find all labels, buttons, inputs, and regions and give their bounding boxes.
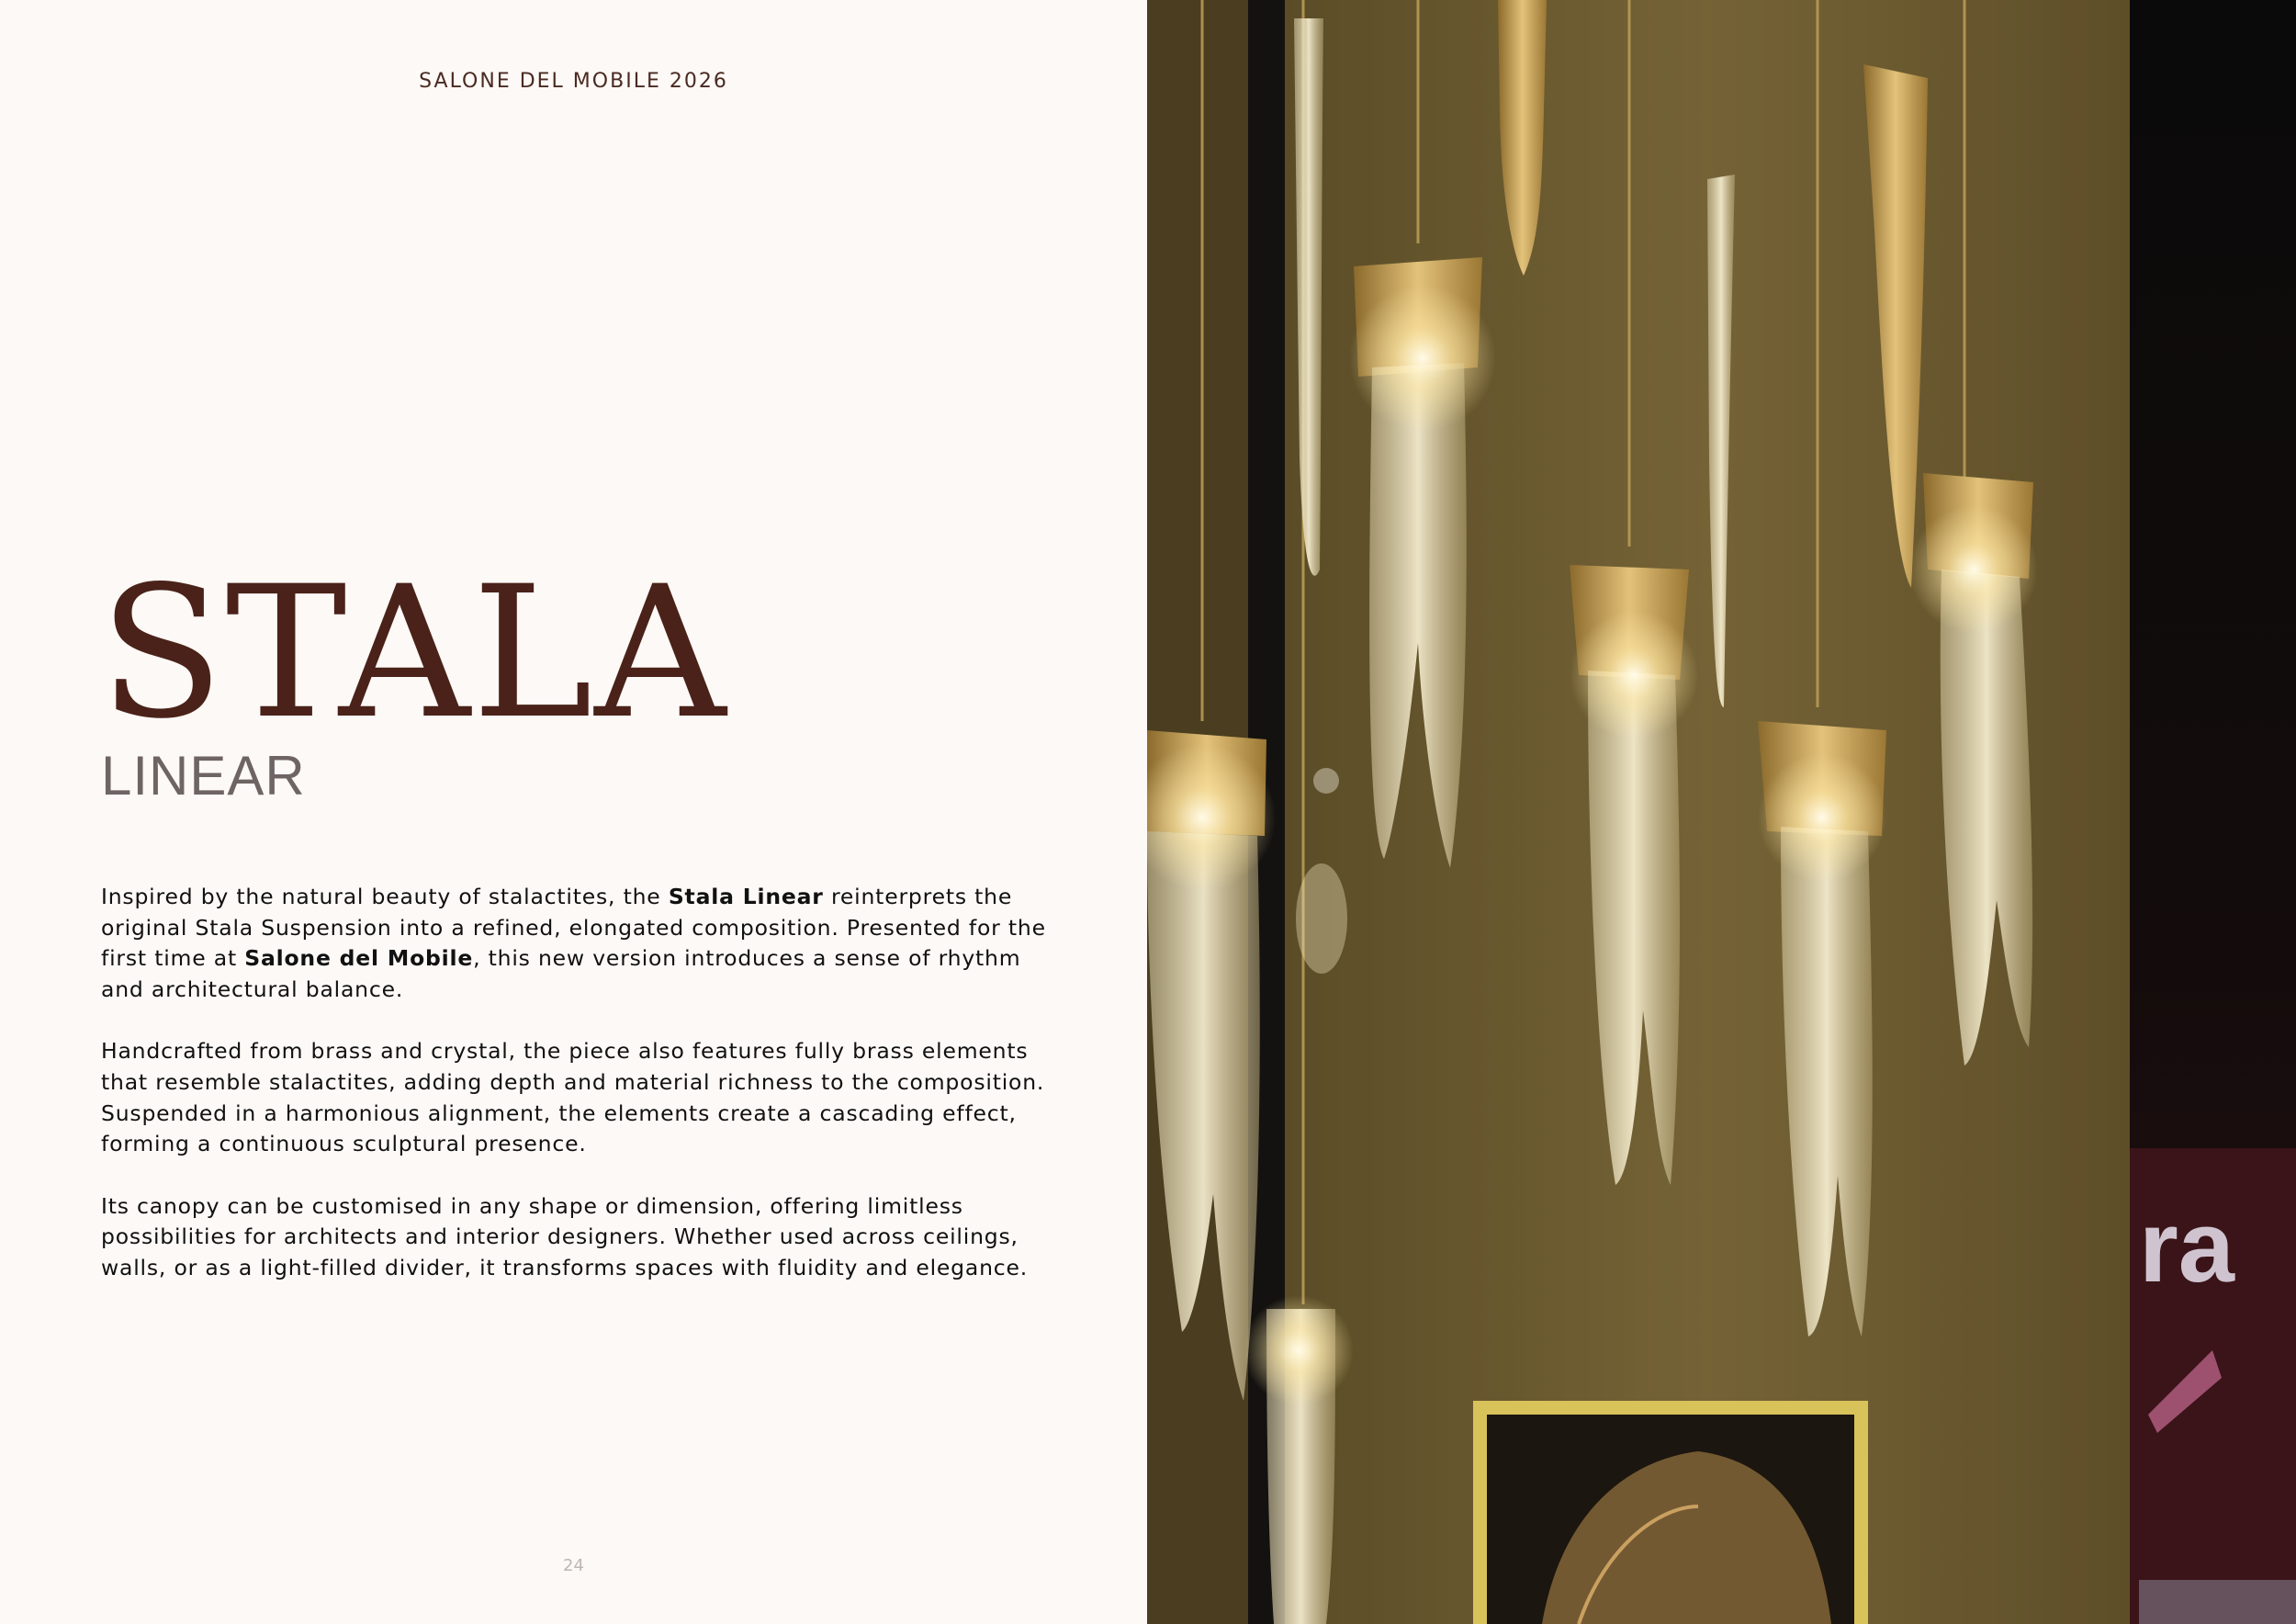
product-subtitle: LINEAR <box>101 745 306 806</box>
description-paragraph-2: Handcrafted from brass and crystal, the piece also features fully brass elements that resemble stalactites, adding depth and material richness to the composition. Suspended in a harmonious alignment, the elements create a cascading effect, forming a continuous sculptural presence. <box>101 1038 1045 1157</box>
product-description <box>101 882 1065 1315</box>
description-text: reinterprets the original Stala Suspension into a refined, elongated composition. Presented for the first time at <box>101 884 1046 972</box>
event-name-bold: Salone del Mobile <box>244 945 474 972</box>
product-name-bold: Stala Linear <box>668 884 824 909</box>
left-page <box>0 0 1147 1624</box>
description-paragraph-3: Its canopy can be customised in any shape or dimension, offering limitless possibilities for architects and interior designers. Whether used across ceilings, walls, or as a light-filled divider, it transforms spaces with fluidity and elegance. <box>101 1192 1029 1280</box>
description-paragraph-1 <box>101 882 1065 1005</box>
product-photo <box>1147 0 2296 1624</box>
event-label: SALONE DEL MOBILE 2026 <box>419 70 728 93</box>
product-title: STALA <box>99 547 728 759</box>
svg-text:ra: ra <box>2139 1190 2234 1303</box>
page-number: 24 <box>563 1556 584 1575</box>
description-text: Inspired by the natural beauty of stalactites, the <box>101 884 669 909</box>
description-text: , this new version introduces a sense of rhythm and architectural balance. <box>101 945 1021 1002</box>
